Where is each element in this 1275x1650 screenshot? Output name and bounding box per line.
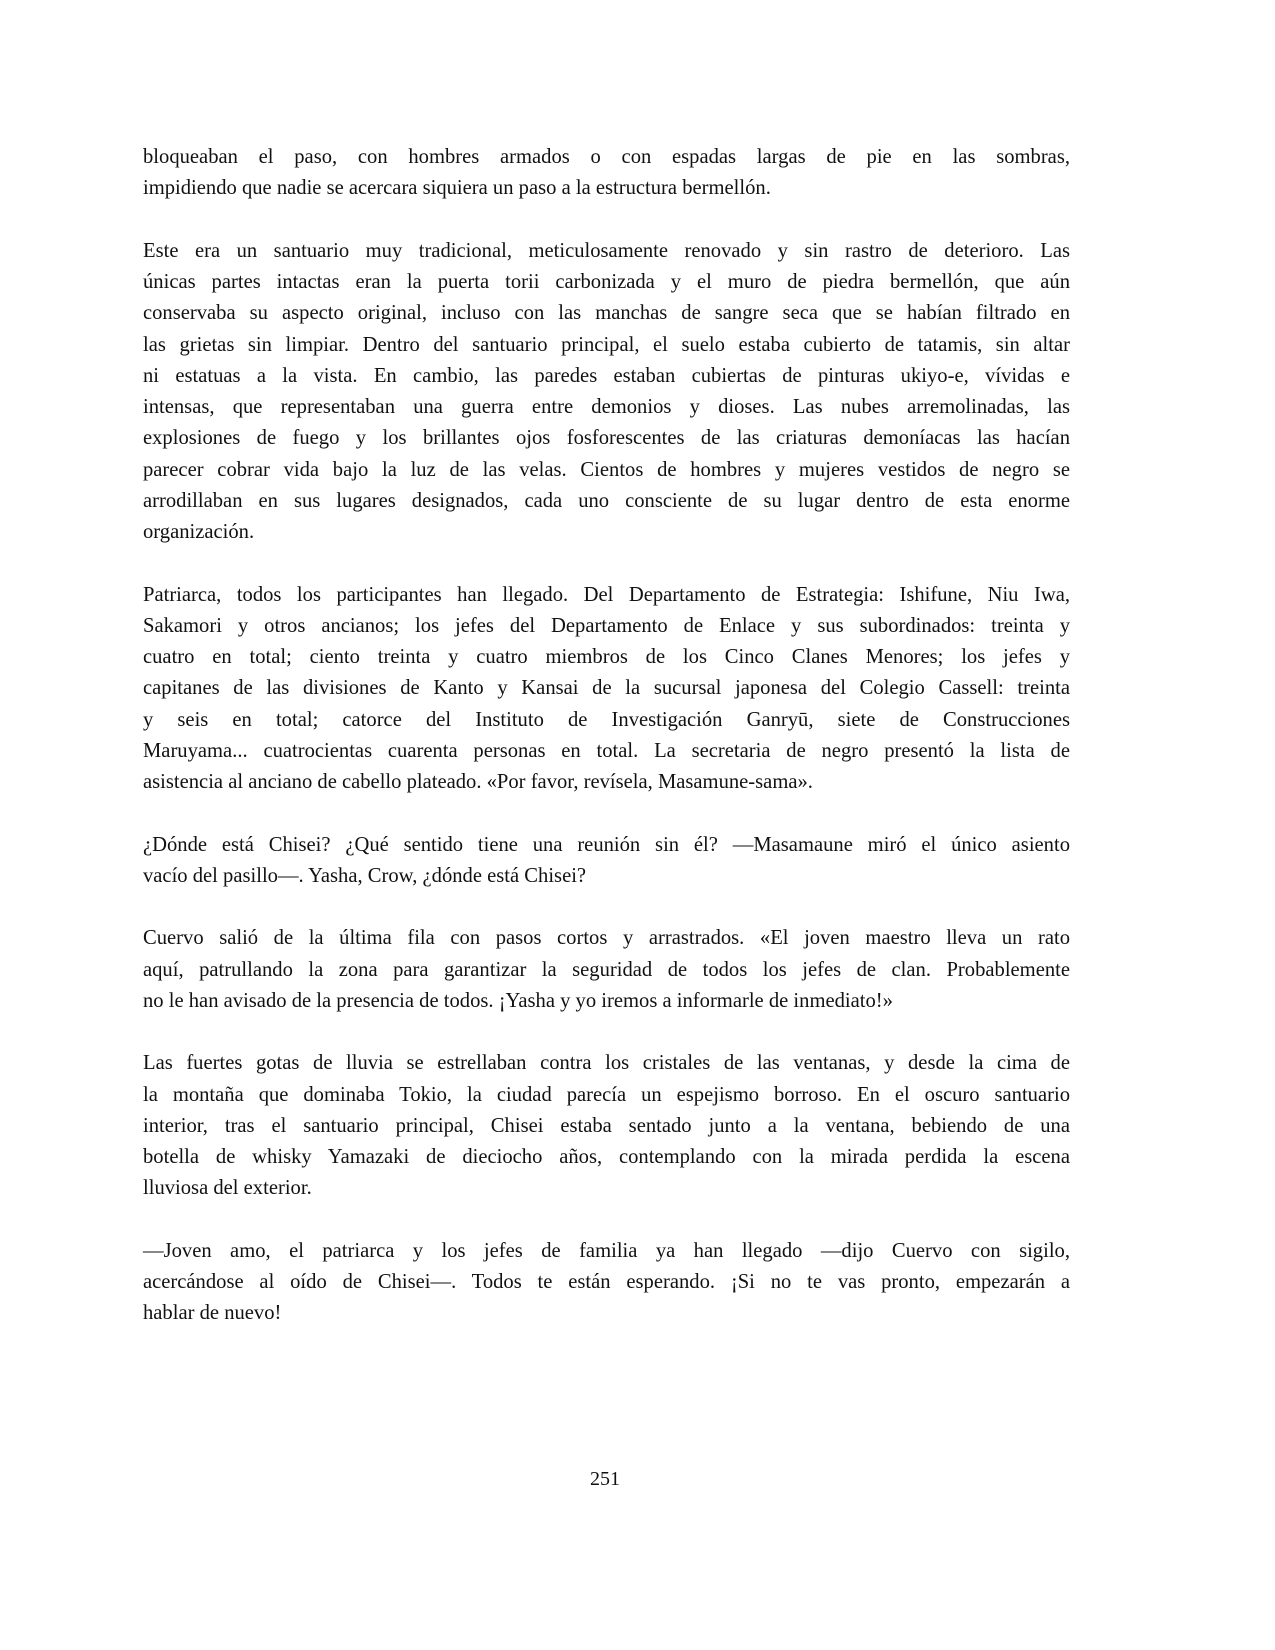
paragraph [143, 1048, 1070, 1204]
text-line: no le han avisado de la presencia de todos. ¡Yasha y yo iremos a informarle de inmediato!» [143, 989, 893, 1012]
paragraph [143, 580, 1070, 799]
text-line: Patriarca, todos los participantes han llegado. Del Departamento de Estrategia: Ishifune, Niu Iwa, [143, 583, 1070, 606]
text-line: Maruyama... cuatrocientas cuarenta personas en total. La secretaria de negro presentó la lista de [143, 739, 1070, 762]
text-line: hablar de nuevo! [143, 1302, 282, 1325]
text-line: arrodillaban en sus lugares designados, cada uno consciente de su lugar dentro de esta enorme [143, 489, 1070, 512]
text-line: explosiones de fuego y los brillantes ojos fosforescentes de las criaturas demoníacas las hacían [143, 427, 1070, 450]
text-line: únicas partes intactas eran la puerta torii carbonizada y el muro de piedra bermellón, que aún [143, 271, 1070, 293]
text-line: parecer cobrar vida bajo la luz de las velas. Cientos de hombres y mujeres vestidos de negro se [143, 458, 1070, 481]
text-line: vacío del pasillo—. Yasha, Crow, ¿dónde está Chisei? [143, 864, 587, 887]
text-line: aquí, patrullando la zona para garantizar la seguridad de todos los jefes de clan. Probablemente [143, 958, 1070, 981]
body-text [143, 142, 1070, 1361]
text-line: conservaba su aspecto original, incluso con las manchas de sangre seca que se habían filtrado en [143, 302, 1070, 325]
text-line: Las fuertes gotas de lluvia se estrellaban contra los cristales de las ventanas, y desde la cima de [143, 1052, 1070, 1075]
text-line: interior, tras el santuario principal, Chisei estaba sentado junto a la ventana, bebiendo de una [143, 1114, 1070, 1137]
text-line: acercándose al oído de Chisei—. Todos te están esperando. ¡Si no te vas pronto, empezarán a [143, 1271, 1070, 1293]
text-line: Cuervo salió de la última fila con pasos cortos y arrastrados. «El joven maestro lleva un rato [143, 927, 1070, 950]
text-line: capitanes de las divisiones de Kanto y Kansai de la sucursal japonesa del Colegio Cassell: treinta [143, 677, 1070, 700]
paragraph [143, 923, 1070, 1017]
text-line: la montaña que dominaba Tokio, la ciudad parecía un espejismo borroso. En el oscuro santuario [143, 1083, 1070, 1106]
text-line: ¿Dónde está Chisei? ¿Qué sentido tiene una reunión sin él? —Masamaune miró el único asiento [143, 833, 1070, 856]
text-line: intensas, que representaban una guerra entre demonios y dioses. Las nubes arremolinadas, las [143, 396, 1070, 418]
text-line: lluviosa del exterior. [143, 1177, 312, 1200]
paragraph [143, 236, 1070, 549]
text-line: ni estatuas a la vista. En cambio, las paredes estaban cubiertas de pinturas ukiyo-e, vívidas e [143, 364, 1070, 387]
paragraph [143, 142, 1070, 205]
text-line: Sakamori y otros ancianos; los jefes del Departamento de Enlace y sus subordinados: treinta y [143, 614, 1070, 637]
paragraph [143, 830, 1070, 893]
text-line: bloqueaban el paso, con hombres armados o con espadas largas de pie en las sombras, [143, 146, 1070, 168]
text-line: botella de whisky Yamazaki de dieciocho años, contemplando con la mirada perdida la escena [143, 1146, 1070, 1168]
text-line: impidiendo que nadie se acercara siquiera un paso a la estructura bermellón. [143, 177, 771, 200]
text-line: las grietas sin limpiar. Dentro del santuario principal, el suelo estaba cubierto de tatamis, sin altar [143, 333, 1070, 356]
page-number: 251 [590, 1468, 620, 1490]
text-line: y seis en total; catorce del Instituto de Investigación Ganryū, siete de Construcciones [143, 708, 1070, 731]
text-line: Este era un santuario muy tradicional, meticulosamente renovado y sin rastro de deterioro. Las [143, 239, 1070, 262]
text-line: asistencia al anciano de cabello plateado. «Por favor, revísela, Masamune-sama». [143, 771, 813, 793]
text-line: cuatro en total; ciento treinta y cuatro miembros de los Cinco Clanes Menores; los jefes y [143, 646, 1070, 668]
paragraph [143, 1236, 1070, 1330]
text-line: —Joven amo, el patriarca y los jefes de familia ya han llegado —dijo Cuervo con sigilo, [143, 1239, 1070, 1262]
text-line: organización. [143, 521, 255, 543]
